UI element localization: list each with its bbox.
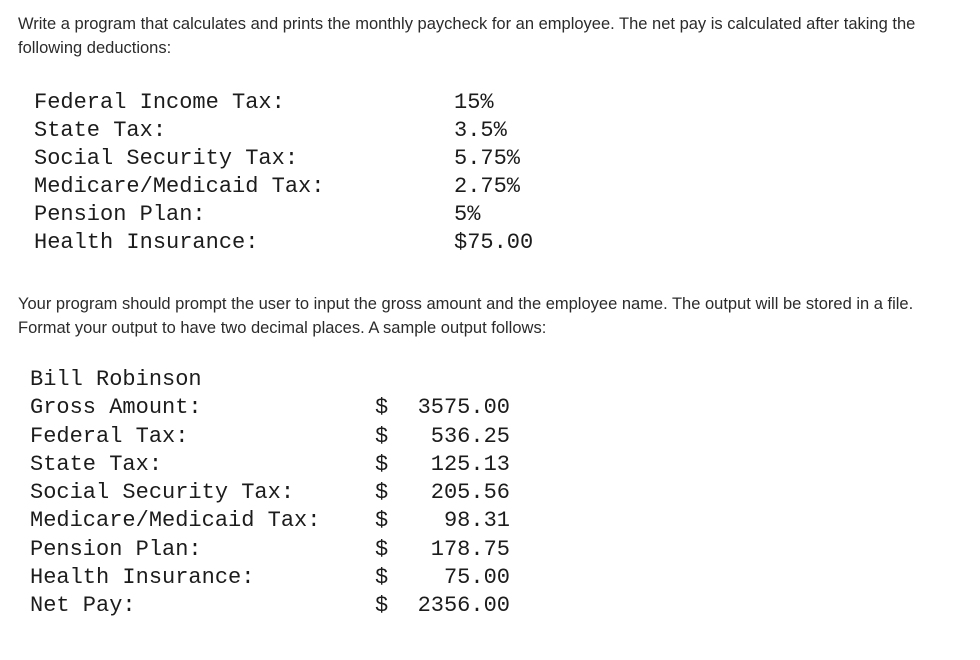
prompt-paragraph: Your program should prompt the user to input the gross amount and the employee name. The output will be stored in a file. Format your output to have two decimal places. A sample output follows: (18, 295, 914, 337)
deduction-row (34, 201, 594, 229)
currency-sign: $ (375, 480, 389, 506)
deduction-value: $75.00 (454, 230, 534, 255)
currency-sign: $ (375, 508, 389, 534)
output-amount: 536.25 (430, 423, 510, 449)
output-label: Net Pay: (30, 593, 136, 619)
deduction-label: State Tax: (34, 118, 167, 143)
output-label: Federal Tax: (30, 423, 189, 449)
output-label: Medicare/Medicaid Tax: (30, 508, 321, 534)
output-amount: 205.56 (430, 480, 510, 506)
output-row (30, 451, 590, 479)
deduction-label: Medicare/Medicaid Tax: (34, 174, 325, 199)
output-label: Social Security Tax: (30, 480, 295, 506)
output-row (30, 592, 590, 620)
currency-sign: $ (375, 593, 389, 619)
output-row (30, 536, 590, 564)
employee-name: Bill Robinson (30, 367, 202, 392)
currency-sign: $ (375, 423, 389, 449)
output-label: Gross Amount: (30, 395, 202, 421)
output-label: State Tax: (30, 451, 163, 477)
deduction-value: 5% (454, 202, 481, 227)
output-amount: 178.75 (430, 536, 510, 562)
output-label: Pension Plan: (30, 536, 202, 562)
employee-name-row (30, 366, 590, 394)
deduction-label: Federal Income Tax: (34, 90, 285, 115)
deduction-row (34, 89, 594, 117)
output-label: Health Insurance: (30, 565, 255, 591)
currency-sign: $ (375, 565, 389, 591)
deduction-row (34, 117, 594, 145)
deduction-row (34, 229, 594, 257)
deduction-value: 15% (454, 90, 494, 115)
deduction-value: 5.75% (454, 146, 521, 171)
sample-output (30, 366, 590, 621)
deduction-value: 2.75% (454, 174, 521, 199)
output-amount: 2356.00 (417, 593, 510, 619)
deduction-label: Health Insurance: (34, 230, 259, 255)
deduction-row (34, 173, 594, 201)
output-amount: 75.00 (443, 565, 510, 591)
deduction-label: Pension Plan: (34, 202, 206, 227)
output-row (30, 507, 590, 535)
intro-paragraph: Write a program that calculates and prints the monthly paycheck for an employee. The net pay is calculated after taking the following deductions: (18, 15, 916, 57)
currency-sign: $ (375, 536, 389, 562)
deductions-table (34, 89, 594, 257)
output-row (30, 479, 590, 507)
currency-sign: $ (375, 451, 389, 477)
deduction-label: Social Security Tax: (34, 146, 299, 171)
output-row (30, 394, 590, 422)
currency-sign: $ (375, 395, 389, 421)
output-amount: 3575.00 (417, 395, 510, 421)
output-amount: 98.31 (443, 508, 510, 534)
output-row (30, 564, 590, 592)
output-row (30, 423, 590, 451)
output-amount: 125.13 (430, 451, 510, 477)
deduction-row (34, 145, 594, 173)
deduction-value: 3.5% (454, 118, 507, 143)
